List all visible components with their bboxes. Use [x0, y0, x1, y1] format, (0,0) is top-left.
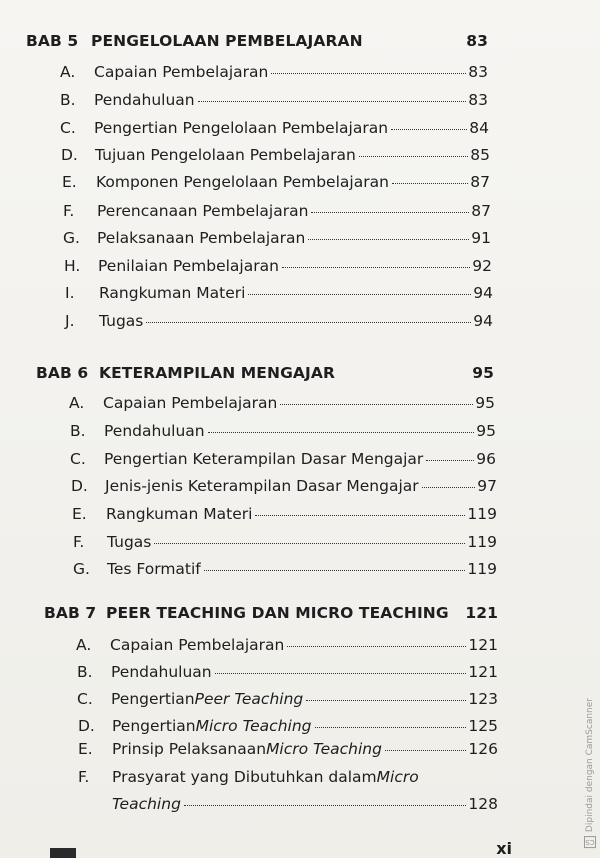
entry-page: 83	[468, 91, 488, 109]
chapter-page: 95	[472, 364, 494, 382]
toc-entry[interactable]	[60, 119, 489, 143]
chapter-page: 121	[465, 604, 498, 622]
dot-leader	[392, 183, 468, 184]
scanner-watermark	[584, 698, 596, 848]
entry-text: Rangkuman Materi	[106, 505, 253, 523]
toc-entry[interactable]	[78, 740, 498, 764]
toc-entry-continuation[interactable]	[112, 795, 498, 819]
scanner-label: Dipindai dengan CamScanner	[585, 697, 595, 832]
entry-letter: D.	[78, 717, 95, 735]
entry-text: Pelaksanaan Pembelajaran	[97, 229, 306, 247]
dot-leader	[308, 239, 469, 240]
entry-letter: G.	[73, 560, 90, 578]
entry-page: 119	[467, 505, 497, 523]
entry-letter: C.	[60, 119, 76, 137]
toc-entry[interactable]	[77, 663, 498, 687]
entry-page: 84	[469, 119, 489, 137]
toc-entry[interactable]	[60, 91, 488, 115]
dot-leader	[146, 322, 471, 323]
chapter-number: BAB 5	[26, 32, 79, 50]
entry-text: Prasyarat yang Dibutuhkan dalam	[112, 768, 377, 786]
chapter-number: BAB 6	[36, 364, 89, 382]
chapter-title: PENGELOLAAN PEMBELAJARAN	[91, 32, 363, 50]
entry-text-italic: Teaching	[112, 795, 181, 813]
entry-letter: D.	[61, 146, 78, 164]
entry-letter: A.	[60, 63, 76, 81]
entry-page: 96	[476, 450, 496, 468]
entry-text: Tujuan Pengelolaan Pembelajaran	[95, 146, 356, 164]
dot-leader	[215, 673, 467, 674]
toc-entry[interactable]	[78, 717, 498, 741]
toc-entry[interactable]	[62, 173, 490, 197]
entry-text: Tes Formatif	[107, 560, 201, 578]
dot-leader	[287, 646, 466, 647]
entry-letter: F.	[73, 533, 85, 551]
entry-text: Tugas	[99, 312, 144, 330]
toc-entry[interactable]	[64, 257, 492, 281]
entry-page: 95	[475, 394, 495, 412]
entry-text: Capaian Pembelajaran	[103, 394, 278, 412]
toc-entry[interactable]	[70, 422, 496, 446]
entry-page: 91	[471, 229, 491, 247]
page-number: xi	[496, 839, 512, 858]
entry-page: 126	[468, 740, 498, 758]
entry-text: Pengertian	[111, 690, 195, 708]
entry-text: Pendahuluan	[94, 91, 195, 109]
entry-text: Pendahuluan	[111, 663, 212, 681]
entry-page: 92	[472, 257, 492, 275]
entry-text: Pendahuluan	[104, 422, 205, 440]
entry-letter: E.	[78, 740, 93, 758]
entry-page: 94	[473, 312, 493, 330]
dot-leader	[154, 543, 465, 544]
toc-entry[interactable]	[77, 690, 498, 714]
entry-page: 87	[470, 173, 490, 191]
entry-page: 87	[471, 202, 491, 220]
entry-text-italic: Peer Teaching	[194, 690, 304, 708]
dot-leader	[315, 727, 467, 728]
entry-letter: D.	[71, 477, 88, 495]
chapter-page: 83	[466, 32, 488, 50]
entry-page: 119	[467, 560, 497, 578]
toc-entry[interactable]	[63, 229, 491, 253]
toc-entry[interactable]	[71, 477, 497, 501]
entry-page: 119	[467, 533, 497, 551]
entry-text-italic: Micro	[376, 768, 419, 786]
entry-letter: F.	[63, 202, 75, 220]
entry-letter: B.	[60, 91, 76, 109]
entry-page: 123	[468, 690, 498, 708]
entry-letter: G.	[63, 229, 80, 247]
entry-text: Capaian Pembelajaran	[110, 636, 285, 654]
entry-letter: F.	[78, 768, 90, 786]
dot-leader	[391, 129, 467, 130]
entry-letter: C.	[70, 450, 86, 468]
entry-page: 121	[468, 636, 498, 654]
entry-page: 97	[477, 477, 497, 495]
dot-leader	[248, 294, 471, 295]
toc-entry[interactable]	[73, 533, 497, 557]
entry-text: Pengertian Pengelolaan Pembelajaran	[94, 119, 389, 137]
entry-text: Rangkuman Materi	[99, 284, 246, 302]
entry-text-italic: Micro Teaching	[266, 740, 382, 758]
dot-leader	[184, 805, 467, 806]
entry-text: Perencanaan Pembelajaran	[97, 202, 309, 220]
dot-leader	[255, 515, 465, 516]
dot-leader	[422, 487, 476, 488]
toc-entry[interactable]	[60, 63, 488, 87]
dot-leader	[306, 700, 466, 701]
toc-entry[interactable]	[61, 146, 490, 170]
entry-letter: E.	[62, 173, 77, 191]
dot-leader	[280, 404, 473, 405]
entry-letter: B.	[77, 663, 93, 681]
toc-entry[interactable]	[76, 636, 498, 660]
entry-letter: I.	[65, 284, 75, 302]
toc-entry[interactable]	[65, 284, 493, 308]
chapter-title: PEER TEACHING DAN MICRO TEACHING	[106, 604, 449, 622]
toc-entry[interactable]	[73, 560, 497, 584]
entry-letter: A.	[69, 394, 85, 412]
chapter-title: KETERAMPILAN MENGAJAR	[99, 364, 335, 382]
entry-page: 94	[473, 284, 493, 302]
camscanner-logo: CS	[585, 838, 595, 846]
dot-leader	[282, 267, 470, 268]
dot-leader	[198, 101, 467, 102]
dot-leader	[208, 432, 475, 433]
entry-letter: E.	[72, 505, 87, 523]
entry-text: Penilaian Pembelajaran	[98, 257, 279, 275]
entry-page: 125	[468, 717, 498, 735]
entry-page: 95	[476, 422, 496, 440]
entry-page: 85	[470, 146, 490, 164]
entry-letter: C.	[77, 690, 93, 708]
page-edge-mark	[50, 848, 76, 858]
entry-page: 121	[468, 663, 498, 681]
entry-text: Jenis-jenis Keterampilan Dasar Mengajar	[105, 477, 419, 495]
entry-text: Pengertian Keterampilan Dasar Mengajar	[104, 450, 424, 468]
dot-leader	[204, 570, 466, 571]
entry-letter: H.	[64, 257, 81, 275]
toc-entry[interactable]	[72, 505, 497, 529]
entry-letter: J.	[65, 312, 75, 330]
dot-leader	[271, 73, 466, 74]
toc-entry[interactable]	[70, 450, 496, 474]
dot-leader	[359, 156, 468, 157]
entry-text: Komponen Pengelolaan Pembelajaran	[96, 173, 389, 191]
dot-leader	[426, 460, 474, 461]
dot-leader	[311, 212, 469, 213]
chapter-number: BAB 7	[44, 604, 97, 622]
dot-leader	[385, 750, 466, 751]
entry-text-italic: Micro Teaching	[195, 717, 312, 735]
toc-entry[interactable]	[69, 394, 495, 418]
entry-text: Pengertian	[112, 717, 196, 735]
entry-letter: A.	[76, 636, 92, 654]
toc-entry[interactable]	[63, 202, 491, 226]
entry-text: Capaian Pembelajaran	[94, 63, 269, 81]
toc-entry[interactable]	[65, 312, 493, 336]
toc-entry[interactable]	[78, 768, 498, 792]
entry-letter: B.	[70, 422, 86, 440]
entry-text: Tugas	[107, 533, 152, 551]
entry-text: Prinsip Pelaksanaan	[112, 740, 267, 758]
entry-page: 128	[468, 795, 498, 813]
entry-page: 83	[468, 63, 488, 81]
